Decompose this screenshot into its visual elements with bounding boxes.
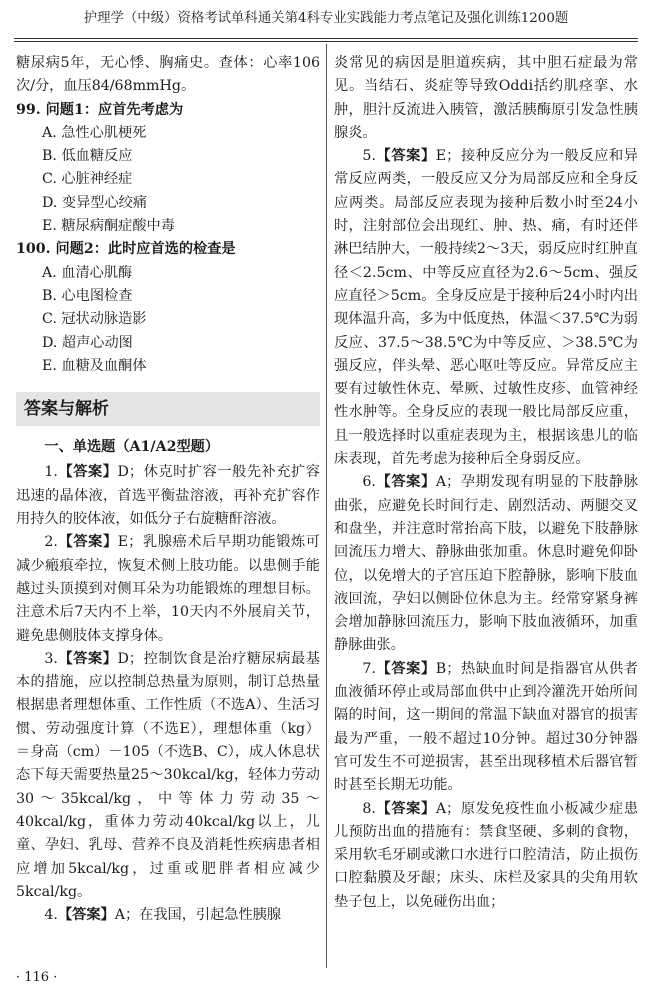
answer-number: 2.	[44, 534, 58, 551]
left-column	[16, 52, 320, 927]
option-100-b: B. 心电图检查	[42, 287, 133, 304]
right-column	[334, 52, 638, 914]
answer-4-continued: 炎常见的病因是胆道疾病，其中胆石症最为常见。当结石、炎症等导致Oddi括约肌痉挛、水肿，胆汁反流进入胰管，激活胰酶原引发急性胰腺炎。	[334, 55, 638, 141]
question-100: 100. 问题2：此时应首选的检查是	[16, 241, 236, 258]
answer-text: A；孕期发现有明显的下肢静脉曲张，应避免长时间行走、剧烈活动、两腿交叉和盘坐，并注意时常抬高下肢，以避免下肢静脉回流压力增大、静脉曲张加重。休息时避免仰卧位，以免增大的子宫压迫下腔静脉，影响下肢血液回流，孕妇以侧卧位休息为主。经常穿紧身裤会增加静脉回流压力，影响下肢血液循环，加重静脉曲张。	[334, 474, 638, 654]
answer-tag: 【答案】	[375, 148, 436, 165]
answer-number: 5.	[362, 148, 376, 165]
answer-6	[334, 471, 638, 657]
answer-number: 7.	[362, 660, 376, 677]
question-99: 99. 问题1：应首先考虑为	[16, 101, 184, 118]
answer-number: 4.	[44, 907, 58, 924]
answer-text: D；休克时扩容一般先补充扩容迅速的晶体液，首选平衡盐溶液，再补充扩容作用持久的胶体液，如低分子右旋糖酐溶液。	[16, 464, 320, 528]
answer-text: B；热缺血时间是指器官从供者血液循环停止或局部血供中止到冷灌洗开始所间隔的时间，这一期间的常温下缺血对器官的损害最为严重，一般不超过10分钟。超过30分钟器官可发生不可逆损害，甚至出现移植术后器官暂时甚至长期无功能。	[334, 660, 638, 794]
header-rule-double	[14, 41, 638, 42]
answer-text: A；原发免疫性血小板减少症患儿预防出血的措施有：禁食坚硬、多刺的食物，采用软毛牙刷或漱口水进行口腔清洁，防止损伤口腔黏膜及牙龈；床头、床栏及家具的尖角用软垫子包上，以免碰伤出血；	[334, 800, 638, 910]
answer-text: E；接种反应分为一般反应和异常反应两类，一般反应又分为局部反应和全身反应两类。局部反应表现为接种后数小时至24小时，注射部位会出现红、肿、热、痛，有时还伴淋巴结肿大，一般持续2～3天，弱反应时红肿直径＜2.5cm、中等反应直径为2.6～5cm、强反应直径＞5cm。全身反应是于接种后24小时内出现体温升高，多为中低度热，体温＜37.5℃为弱反应、37.5～38.5℃为中等反应、＞38.5℃为强反应，伴头晕、恶心呕吐等反应。异常反应主要有过敏性休克、晕厥、过敏性皮疹、血管神经性水肿等。全身反应的表现一般比局部反应重，且一般选择时以重症表现为主，根据该患儿的临床表现，首先考虑为接种后全身弱反应。	[334, 148, 638, 468]
answer-8	[334, 798, 638, 914]
column-divider	[326, 44, 327, 968]
section-title-answers: 答案与解析	[16, 392, 320, 426]
answer-5	[334, 145, 638, 471]
answer-tag: 【答案】	[57, 534, 118, 551]
answer-number: 6.	[362, 474, 376, 491]
option-100-e: E. 血糖及血酮体	[42, 357, 147, 374]
answer-2	[16, 531, 320, 647]
answer-7	[334, 658, 638, 798]
answer-number: 3.	[44, 650, 58, 667]
option-99-b: B. 低血糖反应	[42, 148, 133, 165]
answer-tag: 【答案】	[375, 474, 436, 491]
page-number: · 116 ·	[16, 970, 58, 985]
option-100-c: C. 冠状动脉造影	[42, 311, 147, 328]
subsection-heading: 一、单选题（A1/A2型题）	[44, 439, 220, 456]
running-header: 护理学（中级）资格考试单科通关第4科专业实践能力考点笔记及强化训练1200题	[83, 11, 569, 26]
answer-tag: 【答案】	[57, 907, 115, 924]
answer-text: E；乳腺癌术后早期功能锻炼可减少瘢痕牵拉，恢复术侧上肢功能。以患侧手能越过头顶摸到对侧耳朵为功能锻炼的理想目标。注意术后7天内不上举，10天内不外展肩关节，避免患侧肢体支撑身体。	[16, 534, 320, 644]
answer-number: 8.	[362, 800, 376, 817]
answer-4	[16, 904, 320, 927]
option-99-e: E. 糖尿病酮症酸中毒	[42, 218, 175, 235]
option-100-d: D. 超声心动图	[42, 334, 133, 351]
answer-number: 1.	[44, 464, 58, 481]
answer-3	[16, 648, 320, 904]
answer-text: D；控制饮食是治疗糖尿病最基本的措施，应以控制总热量为原则，制订总热量根据患者理想体重、工作性质（不选A）、生活习惯、劳动强度计算（不选E），理想体重（kg）＝身高（cm）－105（不选B、C），成人休息状态下每天需要热量25～30kcal/kg，轻体力劳动30～35kcal/kg，中等体力劳动35～40kcal/kg，重体力劳动40kcal/kg以上，儿童、孕妇、乳母、营养不良及消耗性疾病患者相应增加5kcal/kg，过重或肥胖者相应减少5kcal/kg。	[16, 650, 320, 900]
header-rule	[14, 38, 638, 39]
option-99-c: C. 心脏神经症	[42, 171, 133, 188]
answer-tag: 【答案】	[375, 800, 436, 817]
question-stem-continued: 糖尿病5年，无心悸、胸痛史。查体：心率106次/分，血压84/68mmHg。	[16, 55, 320, 95]
option-99-d: D. 变异型心绞痛	[42, 194, 148, 211]
answer-tag: 【答案】	[375, 660, 436, 677]
answer-text: A；在我国，引起急性胰腺	[114, 907, 282, 924]
answer-tag: 【答案】	[57, 464, 118, 481]
option-99-a: A. 急性心肌梗死	[42, 124, 147, 141]
answer-1	[16, 461, 320, 531]
option-100-a: A. 血清心肌酶	[42, 264, 133, 281]
answer-tag: 【答案】	[57, 650, 118, 667]
